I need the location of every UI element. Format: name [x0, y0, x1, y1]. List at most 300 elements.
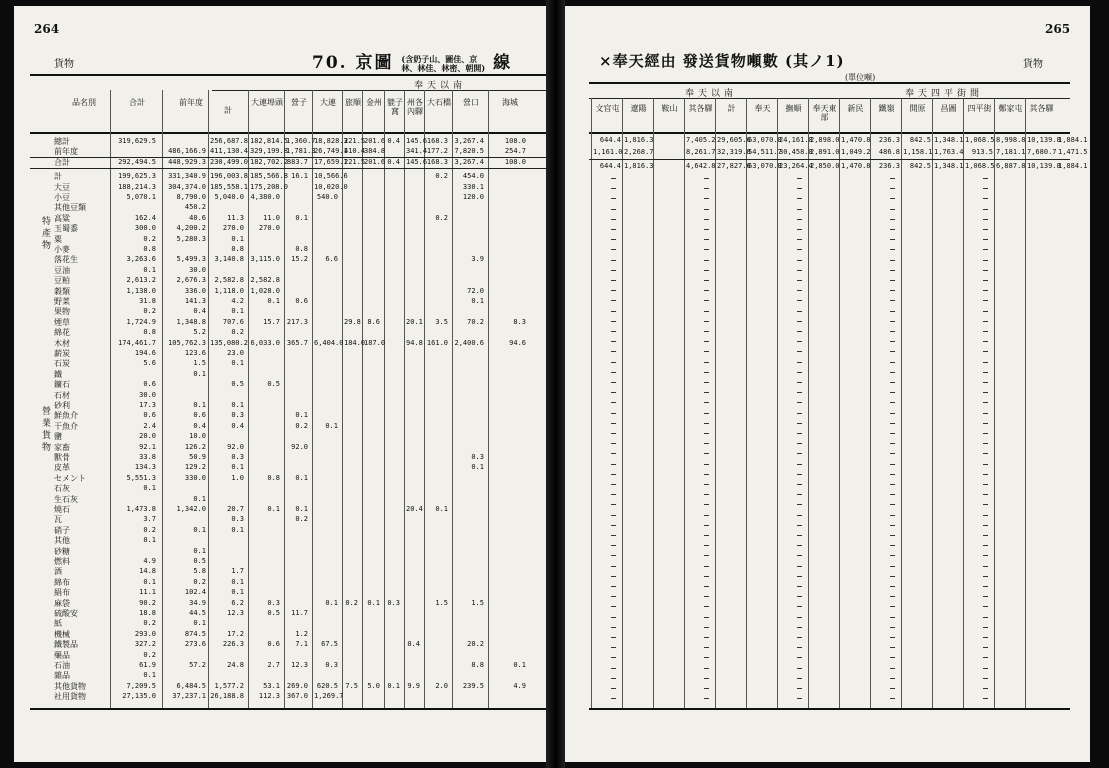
table-cell: 0.1	[295, 213, 308, 222]
right-head-rule	[589, 132, 1070, 134]
empty-cell-dash	[797, 239, 802, 240]
empty-cell-dash	[611, 484, 616, 485]
empty-cell-dash	[890, 555, 895, 556]
empty-cell-dash	[890, 392, 895, 393]
row-label: 薪炭	[54, 349, 70, 358]
empty-cell-dash	[611, 586, 616, 587]
empty-cell-dash	[890, 423, 895, 424]
column-rule	[452, 90, 453, 708]
empty-cell-dash	[797, 249, 802, 250]
table-cell: 14.8	[139, 567, 156, 576]
table-cell: 10,139.8	[1027, 136, 1061, 144]
empty-cell-dash	[890, 617, 895, 618]
empty-cell-dash	[890, 402, 895, 403]
table-cell: 410.4	[344, 147, 366, 156]
table-cell: 175,208.0	[250, 182, 288, 191]
table-cell: 15.2	[291, 255, 308, 264]
right-column-header: 計	[727, 104, 736, 113]
table-cell: 0.4	[231, 421, 244, 430]
right-column-header: 鞍山	[661, 104, 678, 113]
row-label: 干魚介	[54, 421, 78, 431]
empty-cell-dash	[797, 617, 802, 618]
table-cell: 184.0	[344, 338, 366, 347]
table-cell: 644.4	[599, 136, 621, 144]
empty-cell-dash	[704, 280, 709, 281]
table-cell: 1,884.1	[1058, 136, 1088, 144]
table-cell: 0.1	[231, 307, 244, 316]
table-cell: 5.8	[193, 567, 206, 576]
left-page	[14, 6, 546, 762]
table-cell: 1.5	[193, 359, 206, 368]
table-cell: 1.0	[231, 473, 244, 482]
table-cell: 92.0	[291, 442, 308, 451]
table-cell: 11.7	[291, 609, 308, 617]
empty-cell-dash	[797, 382, 802, 383]
row-label: 鑛石	[54, 380, 70, 390]
empty-cell-dash	[983, 209, 988, 210]
table-cell: 1,816.3	[624, 136, 654, 144]
table-cell: 0.4	[193, 307, 206, 316]
table-cell: 7,405.2	[686, 136, 716, 144]
table-cell: 20.2	[467, 640, 484, 649]
right-column-header: 四平街	[967, 104, 992, 113]
column-rule	[622, 98, 623, 708]
table-cell: 367.0	[286, 692, 308, 701]
table-cell: 26,188.8	[210, 692, 244, 701]
empty-cell-dash	[704, 576, 709, 577]
empty-cell-dash	[983, 249, 988, 250]
table-cell: 20.0	[139, 432, 156, 441]
row-label: 粟	[54, 234, 62, 244]
empty-cell-dash	[797, 198, 802, 199]
empty-cell-dash	[983, 362, 988, 363]
empty-cell-dash	[797, 657, 802, 658]
table-cell: 1,161.0	[593, 148, 623, 156]
empty-cell-dash	[611, 280, 616, 281]
table-cell: 112.3	[258, 692, 280, 701]
empty-cell-dash	[704, 688, 709, 689]
empty-cell-dash	[983, 606, 988, 607]
table-cell: 450.2	[184, 203, 206, 212]
section-title-sub: (含奶子山、圖佳、京 林、林佳、林密、朝開)	[401, 53, 486, 73]
empty-cell-dash	[983, 239, 988, 240]
table-cell: 5.0	[367, 681, 380, 690]
section-title-main: 京圖	[355, 53, 394, 73]
page-number-left: 264	[34, 22, 60, 36]
table-cell: 182,814.5	[250, 137, 288, 145]
table-cell: 8,998.8	[996, 136, 1026, 144]
row-label: 落花生	[54, 255, 78, 265]
empty-cell-dash	[704, 331, 709, 332]
empty-cell-dash	[983, 331, 988, 332]
right-column-header: 文官屯	[595, 104, 620, 113]
empty-cell-dash	[797, 290, 802, 291]
empty-cell-dash	[704, 596, 709, 597]
empty-cell-dash	[797, 576, 802, 577]
row-label: 燒石	[54, 505, 70, 514]
empty-cell-dash	[890, 239, 895, 240]
table-cell: 185,566.8	[250, 172, 288, 181]
table-cell: 3.7	[143, 515, 156, 524]
col-calc: 計	[224, 106, 232, 115]
empty-cell-dash	[797, 515, 802, 516]
column-rule	[715, 98, 716, 708]
row-label: 石灰	[54, 484, 70, 494]
empty-cell-dash	[797, 545, 802, 546]
empty-cell-dash	[704, 433, 709, 434]
right-title: ×奉天經由 發送貨物噸數 (其ノ1)	[599, 52, 845, 70]
empty-cell-dash	[890, 545, 895, 546]
empty-cell-dash	[611, 555, 616, 556]
empty-cell-dash	[890, 464, 895, 465]
table-cell: 3.9	[471, 255, 484, 264]
table-cell: 10.0	[189, 432, 206, 441]
table-cell: 0.3	[267, 598, 280, 607]
empty-cell-dash	[704, 372, 709, 373]
empty-cell-dash	[797, 474, 802, 475]
column-rule	[746, 98, 747, 708]
empty-cell-dash	[890, 698, 895, 699]
table-cell: 842.5	[909, 136, 931, 144]
table-cell: 2,676.3	[176, 276, 206, 285]
empty-cell-dash	[797, 229, 802, 230]
table-cell: 168.3	[426, 137, 448, 145]
empty-cell-dash	[611, 331, 616, 332]
empty-cell-dash	[797, 219, 802, 220]
table-cell: 1,470.8	[841, 162, 871, 170]
empty-cell-dash	[983, 321, 988, 322]
empty-cell-dash	[983, 494, 988, 495]
table-cell: 18,828.3	[314, 137, 348, 145]
empty-cell-dash	[983, 535, 988, 536]
table-cell: 270.0	[222, 224, 244, 233]
right-group-siping: 奉天四平街間	[905, 89, 984, 99]
right-group-south: 奉天以南	[685, 89, 738, 99]
empty-cell-dash	[983, 668, 988, 669]
table-cell: 3,263.6	[126, 255, 156, 264]
empty-cell-dash	[983, 596, 988, 597]
table-cell: 123.6	[184, 349, 206, 357]
table-cell: 0.1	[231, 234, 244, 243]
table-cell: 10,139.8	[1027, 162, 1061, 170]
table-cell: 0.1	[193, 401, 206, 409]
column-rule	[248, 90, 249, 708]
table-cell: 6.2	[231, 598, 244, 607]
empty-cell-dash	[797, 647, 802, 648]
empty-cell-dash	[890, 260, 895, 261]
row-rule	[589, 159, 1070, 160]
empty-cell-dash	[983, 545, 988, 546]
right-column-header: 昌圖	[940, 104, 957, 113]
table-cell: 67.5	[321, 640, 338, 649]
table-cell: 0.1	[143, 265, 156, 274]
table-cell: 0.1	[325, 421, 338, 430]
row-label: 小豆	[54, 193, 70, 202]
table-cell: 1,884.1	[1058, 162, 1088, 170]
empty-cell-dash	[983, 229, 988, 230]
table-cell: 644.4	[599, 162, 621, 170]
table-cell: 188,214.3	[118, 182, 156, 191]
right-column-header: 鄭家屯	[998, 104, 1023, 113]
table-cell: 707.6	[222, 317, 244, 326]
row-label: 獸骨	[54, 453, 70, 462]
table-cell: 0.1	[471, 297, 484, 305]
empty-cell-dash	[983, 627, 988, 628]
table-cell: 201.6	[364, 137, 386, 145]
table-cell: 10,566.6	[314, 172, 348, 181]
empty-cell-dash	[611, 535, 616, 536]
empty-cell-dash	[611, 525, 616, 526]
empty-cell-dash	[983, 515, 988, 516]
table-cell: 0.5	[267, 380, 280, 389]
row-label: 總計	[54, 137, 70, 146]
empty-cell-dash	[797, 209, 802, 210]
table-cell: 5,070.1	[126, 193, 156, 201]
row-label: 玉蜀黍	[54, 224, 78, 234]
empty-cell-dash	[797, 678, 802, 679]
column-rule	[808, 98, 809, 708]
table-cell: 0.8	[143, 245, 156, 253]
table-top-rule	[30, 74, 546, 76]
table-cell: 448,929.3	[168, 157, 206, 166]
table-cell: 1,348.1	[934, 162, 964, 170]
empty-cell-dash	[611, 647, 616, 648]
table-cell: 0.2	[435, 172, 448, 181]
empty-cell-dash	[611, 698, 616, 699]
table-cell: 12.3	[227, 609, 244, 617]
empty-cell-dash	[797, 331, 802, 332]
empty-cell-dash	[797, 423, 802, 424]
column-rule	[404, 90, 405, 708]
table-cell: 327.2	[134, 640, 156, 649]
empty-cell-dash	[797, 443, 802, 444]
empty-cell-dash	[983, 443, 988, 444]
empty-cell-dash	[704, 637, 709, 638]
table-cell: 201.6	[364, 157, 386, 166]
empty-cell-dash	[983, 525, 988, 526]
table-cell: 0.2	[143, 307, 156, 316]
empty-cell-dash	[890, 249, 895, 250]
table-cell: 1,470.8	[841, 136, 871, 144]
table-cell: 7,181.1	[996, 148, 1026, 156]
empty-cell-dash	[890, 372, 895, 373]
table-cell: 221.5	[344, 137, 366, 145]
table-cell: 254.7	[504, 147, 526, 156]
table-cell: 1,816.3	[624, 162, 654, 170]
empty-cell-dash	[704, 617, 709, 618]
table-cell: 0.3	[231, 515, 244, 524]
empty-cell-dash	[611, 617, 616, 618]
empty-cell-dash	[611, 668, 616, 669]
table-cell: 256,687.8	[210, 137, 248, 145]
row-label: 計	[54, 172, 62, 182]
table-cell: 365.7	[286, 338, 308, 347]
empty-cell-dash	[983, 464, 988, 465]
row-label: 野菜	[54, 297, 70, 306]
table-cell: 0.2	[143, 619, 156, 628]
table-cell: 17.2	[227, 629, 244, 638]
table-cell: 24.8	[227, 661, 244, 669]
table-cell: 0.1	[143, 577, 156, 586]
table-cell: 1,158.1	[903, 148, 933, 156]
table-cell: 2,400.6	[454, 338, 484, 347]
empty-cell-dash	[611, 413, 616, 414]
empty-cell-dash	[983, 311, 988, 312]
row-label: 其他貨物	[54, 681, 86, 691]
table-cell: 23,264.4	[779, 162, 813, 170]
table-cell: 8.6	[367, 317, 380, 326]
empty-cell-dash	[983, 341, 988, 342]
row-label: 果物	[54, 307, 70, 317]
empty-cell-dash	[704, 525, 709, 526]
table-cell: 102.4	[184, 588, 206, 597]
column-rule	[488, 90, 489, 708]
empty-cell-dash	[797, 402, 802, 403]
right-column-header: 其各驛	[1029, 104, 1054, 113]
right-column-header: 新民	[847, 104, 864, 113]
table-cell: 29,605.6	[717, 136, 751, 144]
empty-cell-dash	[890, 433, 895, 434]
column-rule	[653, 98, 654, 708]
empty-cell-dash	[704, 443, 709, 444]
group-header: 奉天以南	[414, 81, 467, 91]
table-cell: 0.1	[231, 463, 244, 472]
table-cell: 7.1	[295, 640, 308, 649]
empty-cell-dash	[983, 219, 988, 220]
empty-cell-dash	[890, 341, 895, 342]
table-cell: 217.3	[286, 317, 308, 326]
station-header: 貔子窩	[387, 98, 403, 116]
table-cell: 199,625.3	[118, 172, 156, 181]
right-column-header: 鐵嶺	[878, 104, 895, 113]
empty-cell-dash	[611, 566, 616, 567]
right-page	[565, 6, 1090, 762]
empty-cell-dash	[890, 351, 895, 352]
column-rule	[208, 90, 209, 708]
empty-cell-dash	[890, 382, 895, 383]
empty-cell-dash	[983, 474, 988, 475]
empty-cell-dash	[704, 453, 709, 454]
table-cell: 292,494.5	[118, 157, 156, 166]
empty-cell-dash	[983, 657, 988, 658]
row-label: 鹽	[54, 432, 62, 442]
table-cell: 0.2	[345, 598, 358, 607]
empty-cell-dash	[983, 270, 988, 271]
empty-cell-dash	[611, 239, 616, 240]
empty-cell-dash	[704, 311, 709, 312]
table-cell: 0.4	[193, 421, 206, 430]
empty-cell-dash	[704, 647, 709, 648]
empty-cell-dash	[611, 362, 616, 363]
row-label: 煙草	[54, 317, 70, 327]
table-cell: 8,790.0	[176, 193, 206, 201]
row-label: 綿花	[54, 328, 70, 338]
table-cell: 17,659.1	[314, 157, 348, 166]
empty-cell-dash	[611, 341, 616, 342]
table-cell: 0.4	[407, 640, 420, 649]
table-cell: 336.0	[184, 286, 206, 295]
table-cell: 2,898.0	[810, 136, 840, 144]
empty-cell-dash	[797, 504, 802, 505]
empty-cell-dash	[983, 586, 988, 587]
empty-cell-dash	[704, 300, 709, 301]
row-label: 絹布	[54, 588, 70, 598]
empty-cell-dash	[611, 290, 616, 291]
table-cell: 3,115.0	[250, 255, 280, 264]
table-cell: 2.0	[435, 681, 448, 690]
page-number-right: 265	[1045, 22, 1071, 36]
row-label: 皮革	[54, 463, 70, 473]
table-cell: 12.3	[291, 661, 308, 669]
table-cell: 161.0	[426, 338, 448, 347]
table-cell: 177.2	[426, 147, 448, 156]
empty-cell-dash	[890, 657, 895, 658]
row-label: 小麥	[54, 245, 70, 254]
side-label-general: 營業貨物	[40, 406, 50, 454]
empty-cell-dash	[890, 627, 895, 628]
empty-cell-dash	[890, 219, 895, 220]
table-cell: 0.2	[295, 421, 308, 430]
empty-cell-dash	[797, 627, 802, 628]
row-label: 石炭	[54, 359, 70, 369]
table-cell: 0.1	[231, 401, 244, 409]
empty-cell-dash	[611, 637, 616, 638]
column-rule	[424, 90, 425, 708]
table-cell: 11.1	[139, 588, 156, 597]
col-total: 合計	[129, 98, 145, 107]
empty-cell-dash	[983, 453, 988, 454]
empty-cell-dash	[611, 678, 616, 679]
table-cell: 6,404.0	[314, 338, 344, 347]
table-cell: 1,342.0	[176, 505, 206, 513]
table-cell: 1,763.4	[934, 148, 964, 156]
table-cell: 384.8	[364, 147, 386, 156]
empty-cell-dash	[797, 494, 802, 495]
table-cell: 6,033.0	[250, 338, 280, 347]
table-cell: 221.5	[344, 157, 366, 166]
table-cell: 8.8	[471, 661, 484, 669]
empty-cell-dash	[704, 341, 709, 342]
table-cell: 304,374.0	[168, 182, 206, 191]
empty-cell-dash	[704, 321, 709, 322]
section-number: 70.	[312, 53, 348, 73]
empty-cell-dash	[611, 321, 616, 322]
right-column-header: 奉天	[754, 104, 771, 113]
station-header: 大石橋	[427, 98, 451, 107]
empty-cell-dash	[983, 637, 988, 638]
column-rule	[110, 90, 111, 708]
table-cell: 1,269.7	[314, 692, 344, 701]
column-rule	[963, 98, 964, 708]
table-cell: 145.6	[406, 157, 428, 166]
table-cell: 7,680.7	[1027, 148, 1057, 156]
empty-cell-dash	[704, 545, 709, 546]
empty-cell-dash	[890, 331, 895, 332]
table-bottom-rule	[30, 708, 546, 710]
empty-cell-dash	[611, 576, 616, 577]
empty-cell-dash	[983, 382, 988, 383]
table-head-rule	[30, 132, 546, 134]
column-rule	[1025, 98, 1026, 708]
empty-cell-dash	[890, 443, 895, 444]
table-cell: 0.1	[231, 359, 244, 368]
empty-cell-dash	[704, 606, 709, 607]
empty-cell-dash	[890, 494, 895, 495]
empty-cell-dash	[704, 627, 709, 628]
table-cell: 300.0	[134, 224, 156, 233]
row-label: 合計	[54, 157, 70, 167]
row-label: 生石灰	[54, 494, 78, 504]
